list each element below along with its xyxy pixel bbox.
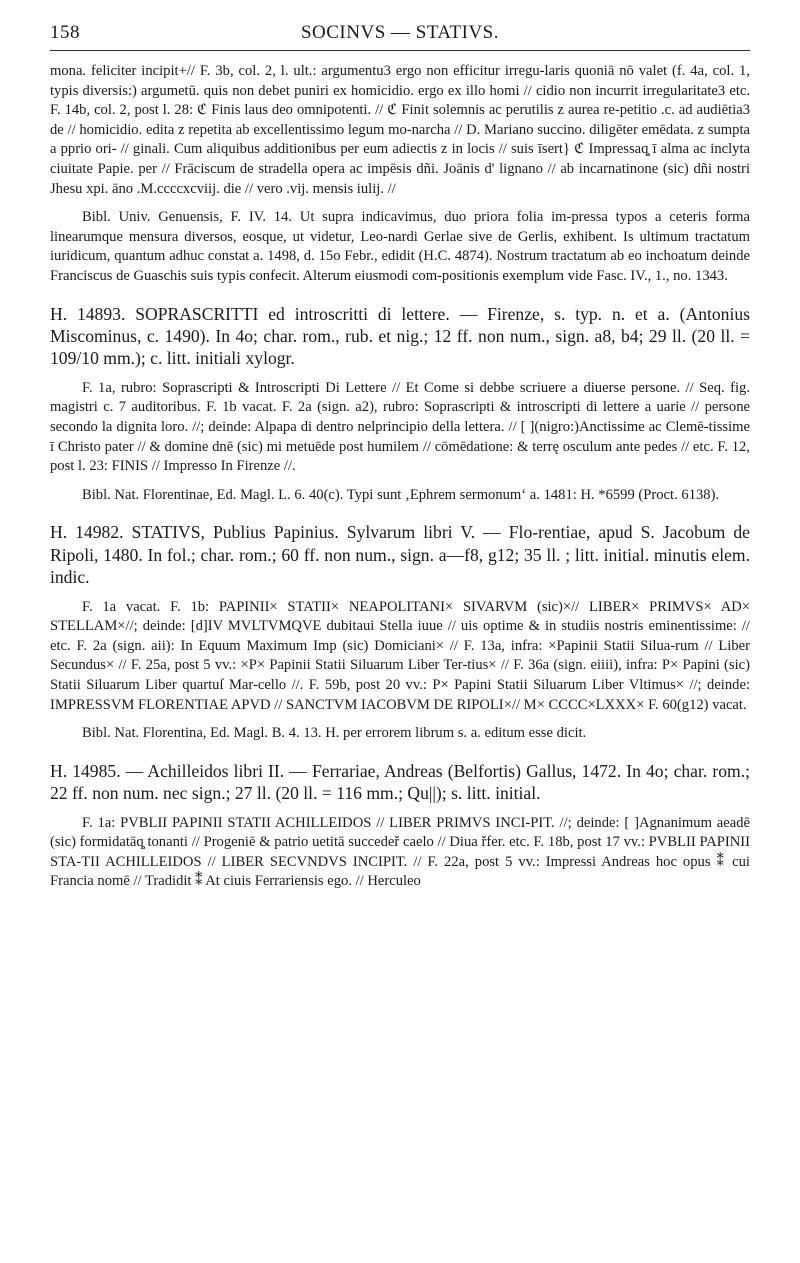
page-body (50, 62, 750, 892)
entry-14985-heading: H. 14985. — Achilleidos libri II. — Ferrariae, Andreas (Belfortis) Gallus, 1472. In 4o; char. rom.; 22 ff. non num. nec sign.; 27 ll. (20 ll. = 116 mm.; Qu||); s. litt. initial. (50, 760, 750, 804)
entry-14893-transcription: F. 1a, rubro: Soprascripti & Introscripti Di Lettere // Et Come si debbe scriuere a diuerse persone. // Seq. fig. magistri c. 7 auditoribus. F. 1b vacat. F. 2a (sign. a2), rubro: Soprascripti & introscripti di lettere a uarie // persone secondo la dignita loro. //; deinde: Alpapa di dentro nelprincipio della lettera. // [ ](nigro:)Anctissime ac Clemē-tissime ī Christo pater // & domine dnē (sic) mi metuēde post humilem // cōmēdatione: & terrę osculum ante pedes // etc. F. 12, post l. 23: FINIS // Impresso In Firenze //. (50, 379, 750, 475)
header-rule (50, 50, 750, 51)
entry-14893-bibliography: Bibl. Nat. Florentinae, Ed. Magl. L. 6. 40(c). Typi sunt ‚Ephrem sermonum‘ a. 1481: H. *6599 (Proct. 6138). (82, 486, 720, 503)
entry-14982-bibliography: Bibl. Nat. Florentina, Ed. Magl. B. 4. 13. H. per errorem librum s. a. editum esse dicit. (82, 725, 587, 742)
continuation-bibliography: Bibl. Univ. Genuensis, F. IV. 14. Ut supra indicavimus, duo priora folia im-pressa typos a ceteris forma linearumque mensura diversos, eosque, ut videtur, Leo-nardi Gerlae sive de Gerlis, exhibent. Is ultimum tractatum iuridicum, quantum adhuc constat a. 1498, d. 15o Febr., edidit (H.C. 4874). Nostrum tractatum ab eo inchoatum deinde Franciscus de Guaschis suis typis confecit. Alterum eiusmodi com-positionis exemplum vide Fasc. IV., 1., no. 1343. (50, 209, 750, 284)
running-title: SOCINVS — STATIVS. (300, 22, 500, 43)
running-head (50, 22, 750, 52)
entry-14893-heading: H. 14893. SOPRASCRITTI ed introscritti di lettere. — Firenze, s. typ. n. et a. (Antonius Miscominus, c. 1490). In 4o; char. rom., rub. et nig.; 12 ff. non num., sign. a8, b4; 29 ll. (20 ll. = 109/10 mm.); c. litt. initiali xylogr. (50, 303, 750, 369)
entry-14982-transcription: F. 1a vacat. F. 1b: PAPINII× STATII× NEAPOLITANI× SIVARVM (sic)×// LIBER× PRIMVS× AD× STELLAM×//; deinde: [d]IV MVLTVMQVE dubitaui Stella iuue // uis optime & in studiis nostris eminentissime: // etc. F. 2a (sign. aii): In Equum Maximum Imp (sic) Domiciani× // F. 13a, infra: ×Papinii Statii Silua-rum // Liber Secundus× // F. 25a, post 5 vv.: ×P× Papinii Statii Siluarum Liber Ter-tius× // F. 36a (sign. eiiii), infra: P× Papini (sic) Statii Siluarum Liber quartuſ Mar-cello //. F. 59b, post 20 vv.: P× Papini Statii Siluarum Liber Vltimus× //; deinde: IMPRESSVM FLORENTIAE APVD // SANCTVM IACOBVM DE RIPOLI×// M× CCCC×LXXX× F. 60(g12) vacat. (50, 598, 750, 713)
page-number: 158 (50, 22, 80, 43)
entry-14985-transcription: F. 1a: PVBLII PAPINII STATII ACHILLEIDOS // LIBER PRIMVS INCI-PIT. //; deinde: [ ]Agnanimum aeadē (sic) formidatāq̧ tonanti // Progeniē & patrio uetitā succedeř caelo // Diua řfer. etc. F. 18b, post 17 vv.: PVBLII PAPINII STA-TII ACHILLEIDOS // LIBER SECVNDVS INCIPIT. // F. 22a, post 5 vv.: Impressi Andreas hoc opus ⁑ cui Francia nomē // Tradidit ⁑ At ciuis Ferrariensis ego. // Herculeo (50, 814, 750, 890)
continuation-transcription: mona. feliciter incipit+// F. 3b, col. 2, l. ult.: argumentu3 ergo non efficitur irregu-laris quoniā nō valet (f. 4a, col. 1, typis diversis:) argumetū. quis non debet puniri ex homicidio. ergo ex illo homi // cidio non incurrit irregularitate3 etc. F. 14b, col. 2, post l. 28: ℭ Finis laus deo omnipotenti. // ℭ Finit solemnis ac perutilis z aurea re-petitio .c. ad audiētia3 de // homicidio. edita z repetita ab excellentissimo legum mo-narcha // D. Mariano succino. diligēter emēdata. z sumpta a pprio ori- // ginali. Cum aliquibus additionibus per eum adiectis z in locis // suis īsert} ℭ Impressaq̧ ī alma ac inclyta ciuitate Papie. per // Frāciscum de stradella opera ac impēsis dñi. Joānis d' lignano // ab incarnatinone (sic) dñi nostri Jhesu xpi. āno .M.ccccxcviij. die // vero .vij. mensis iulij. // (50, 63, 750, 197)
entry-14982-heading: H. 14982. STATIVS, Publius Papinius. Sylvarum libri V. — Flo-rentiae, apud S. Jacobum de Ripoli, 1480. In fol.; char. rom.; 60 ff. non num., sign. a—f8, g12; 35 ll. ; litt. initial. minutis elem. indic. (50, 522, 750, 588)
